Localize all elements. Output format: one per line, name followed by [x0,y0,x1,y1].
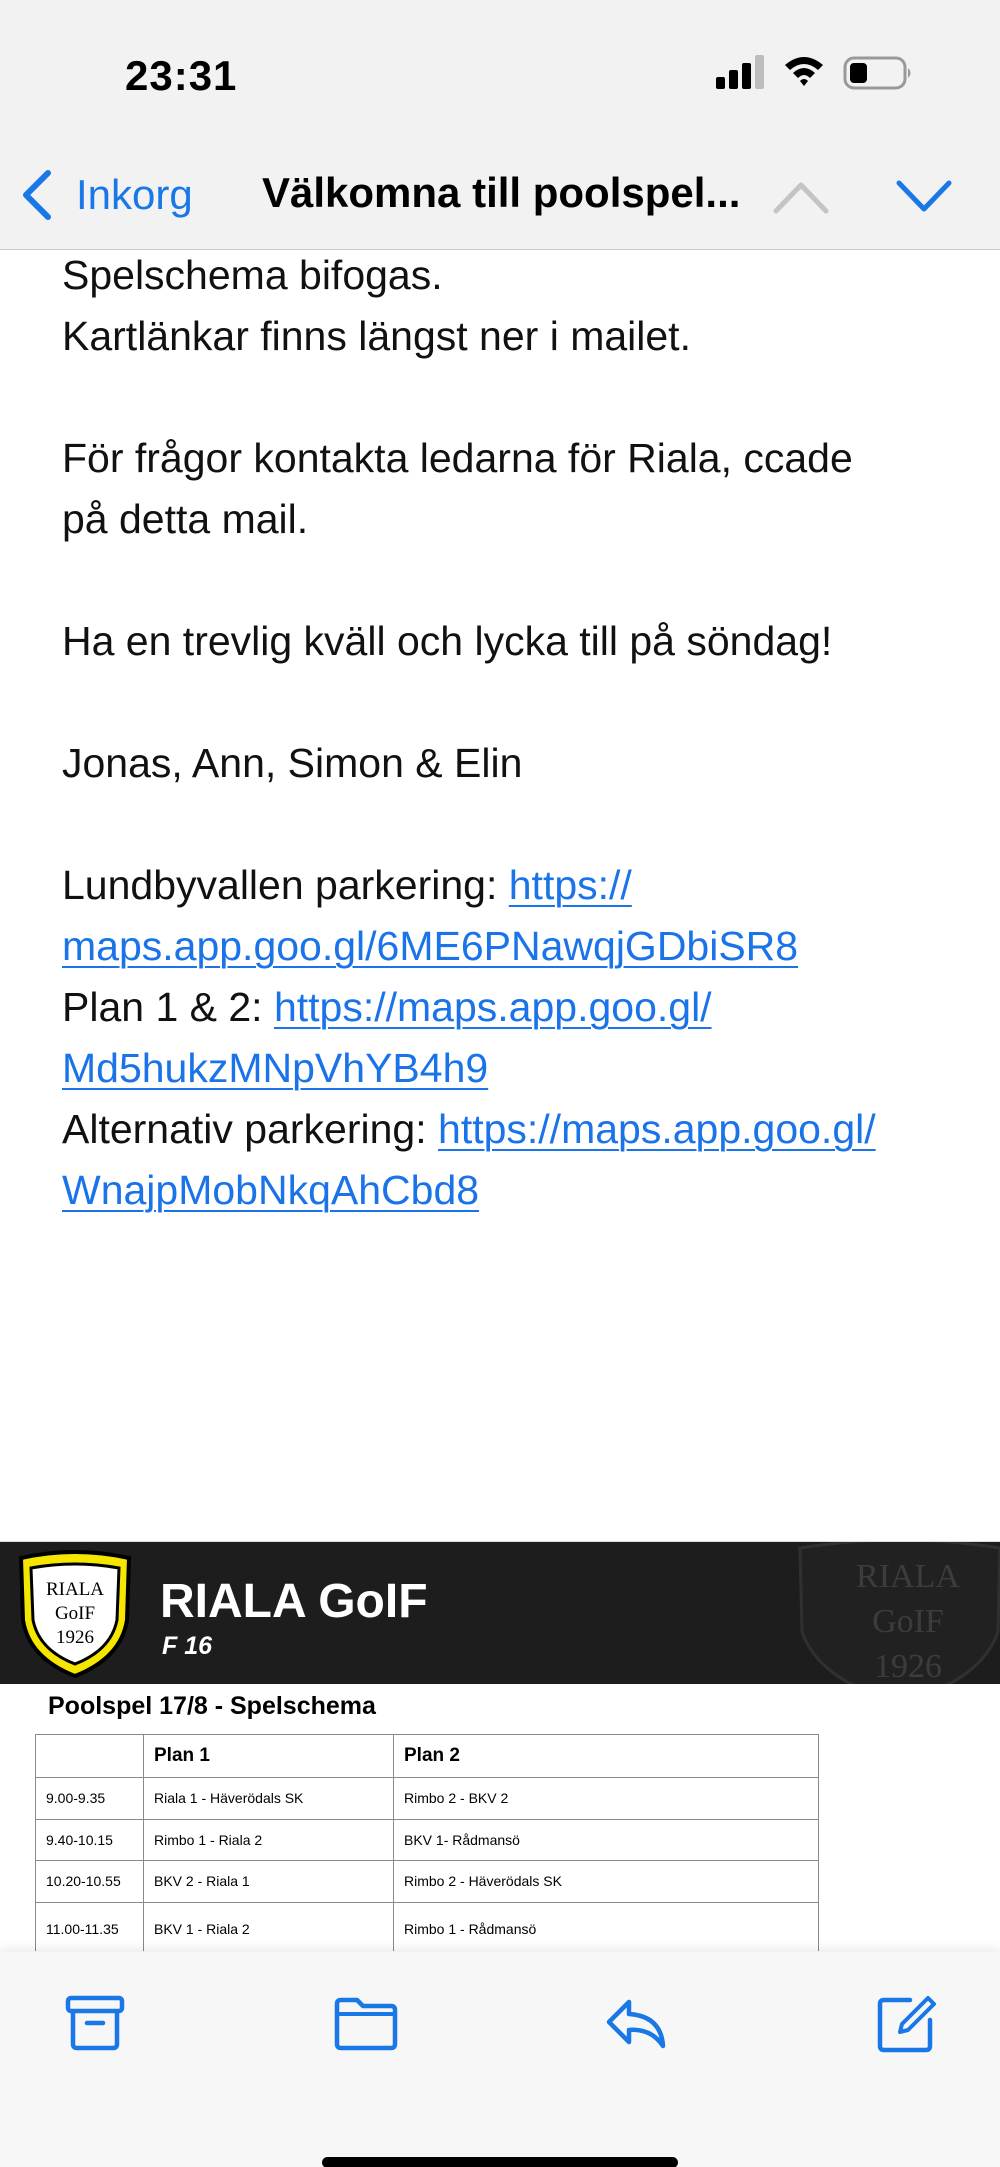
battery-icon [843,55,915,91]
plan-label: Plan 1 & 2: [62,984,274,1030]
cell-plan2: Rimbo 2 - Häverödals SK [394,1861,819,1903]
status-bar [0,0,1000,145]
cell-plan1: BKV 2 - Riala 1 [144,1861,394,1903]
compose-icon[interactable] [874,1992,940,2054]
chevron-up-icon[interactable] [770,171,832,221]
column-header-plan1: Plan 1 [144,1735,394,1778]
parking-link-cont[interactable]: maps.app.goo.gl/6ME6PNawqjGDbiSR8 [62,923,799,969]
mail-line-contact-cont: på detta mail. [62,496,309,542]
svg-text:RIALA: RIALA [45,1579,105,1600]
cell-plan1: Riala 1 - Häverödals SK [144,1778,394,1820]
mail-toolbar [0,1952,1000,2167]
plan-link-line [62,1038,962,1099]
cell-time: 10.20-10.55 [36,1861,144,1903]
alt-parking-link[interactable]: https://maps.app.goo.gl/ [438,1106,876,1152]
schedule-table [35,1734,819,1951]
alt-parking-line [62,1099,962,1160]
signal-icon [716,55,768,89]
mail-line-greeting: Ha en trevlig kväll och lycka till på söndag! [62,618,833,664]
crest-watermark-icon [780,1542,1000,1684]
folder-icon[interactable] [333,1992,399,2054]
parking-link[interactable]: https:// [508,862,632,908]
mail-line-maps: Kartlänkar finns längst ner i mailet. [62,313,691,359]
wifi-icon [783,53,825,89]
parking-line [62,855,962,916]
home-indicator[interactable] [322,2157,678,2167]
plan-link[interactable]: https://maps.app.goo.gl/ [273,984,712,1030]
table-row [36,1902,819,1951]
parking-link-line [62,916,962,977]
mail-line-contact: För frågor kontakta ledarna för Riala, ccade [62,435,853,481]
svg-text:RIALA: RIALA [856,1558,960,1595]
club-header [0,1542,1000,1684]
svg-text:1926: 1926 [874,1648,942,1685]
svg-text:GoIF: GoIF [54,1603,96,1624]
archive-icon[interactable] [62,1992,128,2054]
club-crest-icon [15,1550,135,1680]
reply-icon[interactable] [603,1992,669,2054]
column-header-plan2: Plan 2 [394,1735,819,1778]
back-label: Inkorg [76,171,193,218]
plan-link-cont[interactable]: Md5hukzMNpVhYB4h9 [62,1045,489,1091]
svg-text:1926: 1926 [56,1627,94,1648]
mail-body [0,251,1000,1951]
column-header-time [36,1735,144,1778]
cell-time: 9.40-10.15 [36,1819,144,1861]
status-time: 23:31 [125,52,238,99]
back-to-inbox-button[interactable] [20,165,193,225]
chevron-down-icon[interactable] [893,171,955,221]
cell-time: 11.00-11.35 [36,1902,144,1951]
cell-plan2: Rimbo 2 - BKV 2 [394,1778,819,1820]
mail-nav-bar [0,145,1000,250]
table-header-row [36,1735,819,1778]
alt-parking-label: Alternativ parkering: [62,1106,439,1152]
cell-plan1: Rimbo 1 - Riala 2 [144,1819,394,1861]
table-row [36,1819,819,1861]
table-row [36,1778,819,1820]
chevron-left-icon [20,169,54,221]
table-row [36,1861,819,1903]
cell-plan2: BKV 1- Rådmansö [394,1819,819,1861]
schedule-attachment[interactable] [0,1541,1000,1951]
cell-plan2: Rimbo 1 - Rådmansö [394,1902,819,1951]
club-name: RIALA GoIF [160,1575,428,1628]
cell-time: 9.00-9.35 [36,1778,144,1820]
cell-plan1: BKV 1 - Riala 2 [144,1902,394,1951]
alt-parking-link-cont[interactable]: WnajpMobNkqAhCbd8 [62,1167,480,1213]
mail-signature: Jonas, Ann, Simon & Elin [62,740,523,786]
mail-subject-title: Välkomna till poolspel... [262,169,741,216]
svg-text:GoIF: GoIF [872,1603,944,1640]
mail-text [62,251,962,1221]
club-team: F 16 [162,1632,213,1660]
schedule-title: Poolspel 17/8 - Spelschema [48,1692,376,1720]
mail-line-attachment: Spelschema bifogas. [62,252,443,298]
parking-label: Lundbyvallen parkering: [62,862,509,908]
alt-parking-link-line [62,1160,962,1221]
plan-line [62,977,962,1038]
